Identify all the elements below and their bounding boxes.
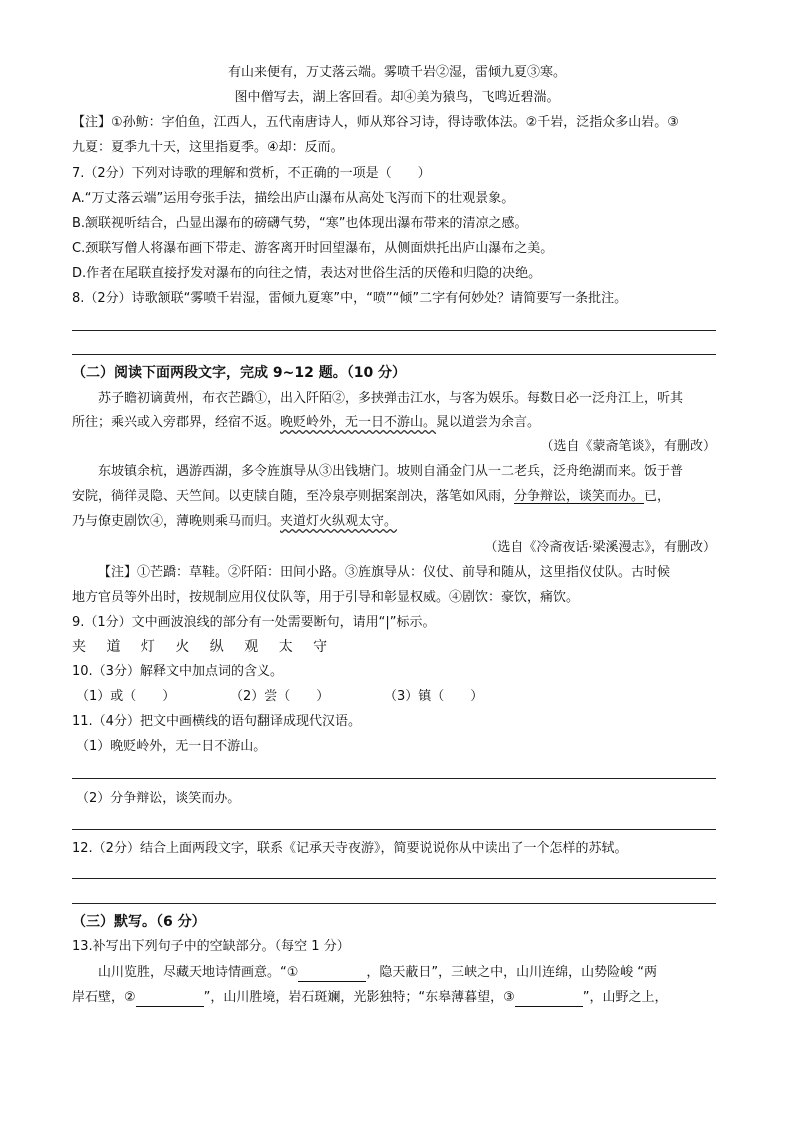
passage-note-line-2: 地方官员等外出时，按规制应用仪仗队等，用于引导和彰显权威。④剧饮：豪饮，痛饮。 [72, 590, 580, 605]
q7-option-a[interactable]: A.“万丈落云端”运用夸张手法，描绘出庐山瀑布从高处飞泻而下的壮观景象。 [72, 191, 515, 206]
q7-option-c[interactable]: C.颈联写僧人将瀑布画下带走、游客离开时回望瀑布，从侧面烘托出庐山瀑布之美。 [72, 241, 554, 256]
q13-blank-1[interactable] [298, 967, 366, 982]
q10-item-2[interactable]: （2）尝（ ） [230, 689, 330, 704]
passage2-source: （选自《冷斋夜话·梁溪漫志》，有删改） [484, 540, 716, 555]
q11-answer-line-2[interactable] [72, 829, 716, 830]
q12-answer-line-1[interactable] [72, 878, 716, 879]
q13-blank-2[interactable] [136, 992, 204, 1007]
q10-item-3[interactable]: （3）镇（ ） [384, 689, 484, 704]
passage2-underlined-sentence: 分争辩讼，谈笑而办。 [514, 489, 645, 504]
passage1-source: （选自《蒙斋笔谈》，有删改） [540, 439, 716, 454]
q13-stem: 13.补写出下列句子中的空缺部分。（每空 1 分） [72, 939, 350, 954]
q7-option-d[interactable]: D.作者在尾联直接抒发对瀑布的向往之情，表达对世俗生活的厌倦和归隐的决绝。 [72, 266, 542, 281]
q11-stem: 11.（4分）把文中画横线的语句翻译成现代汉语。 [72, 714, 361, 729]
passage1-line-2 [72, 414, 732, 432]
q13-line-2 [72, 989, 732, 1007]
q7-option-b[interactable]: B.颔联视听结合，凸显出瀑布的磅礴气势，“寒”也体现出瀑布带来的清凉之感。 [72, 216, 528, 231]
q11-item-1: （1）晚贬岭外，无一日不游山。 [76, 739, 267, 754]
q10-stem: 10.（3分）解释文中加点词的含义。 [72, 664, 283, 679]
q9-sentence[interactable]: 夹 道 灯 火 纵 观 太 守 [72, 639, 336, 655]
poem-note-line-2: 九夏：夏季九十天，这里指夏季。④却：反而。 [72, 140, 344, 155]
q13-text-1a: 山川览胜，尽藏天地诗情画意。“① [98, 965, 299, 980]
q11-answer-line-1[interactable] [72, 778, 716, 779]
q12-answer-line-2[interactable] [72, 903, 716, 904]
passage2-text: 安院，徜徉灵隐、天竺间。以吏牍自随，至冷泉亭则据案剖决，落笔如风雨， [72, 489, 515, 504]
passage2-text-3: 乃与僚吏剧饮④，薄晚则乘马而归。 [72, 514, 281, 529]
q13-text-2a: 岸石壁，② [72, 990, 136, 1005]
q13-text-2b: ”，山川胜境，岩石斑斓，光影独特；“东皋薄暮望，③ [203, 990, 515, 1005]
q9-stem: 9.（1分）文中画波浪线的部分有一处需要断句，请用“|”标示。 [72, 615, 436, 630]
section3-heading: （三）默写。（6 分） [72, 914, 206, 930]
q13-blank-3[interactable] [515, 992, 583, 1007]
passage2-wavy-sentence: 夹道灯火纵观太守。 [280, 514, 398, 529]
q12-stem: 12.（2分）结合上面两段文字，联系《记承天寺夜游》，简要说说你从中读出了一个怎样的苏轼。 [72, 841, 628, 856]
poem-line-1: 有山来便有，万丈落云端。雾喷千岩②湿，雷倾九夏③寒。 [227, 65, 566, 80]
q8-answer-line[interactable] [72, 330, 716, 331]
passage2-line-2 [72, 488, 732, 506]
q13-text-1b: ，隐天蔽日”，三峡之中，山川连绵，山势险峻 “两 [366, 965, 657, 980]
q7-stem: 7.（2分）下列对诗歌的理解和赏析，不正确的一项是（ ） [72, 166, 431, 181]
q13-line-1 [72, 964, 732, 982]
passage2-line-3 [72, 513, 732, 531]
passage-note-line-1: 【注】①芒蹻：草鞋。②阡陌：田间小路。③旌旗导从：仪仗、前导和随从，这里指仪仗队。古时候 [98, 565, 671, 580]
q10-item-1[interactable]: （1）或（ ） [76, 689, 176, 704]
poem-note-line-1: 【注】①孙鲂：字伯鱼，江西人，五代南唐诗人，师从郑谷习诗，得诗歌体法。②千岩，泛指众多山岩。③ [72, 115, 679, 130]
passage2-line-1: 东坡镇余杭，遇游西湖，多令旌旗导从③出钱塘门。坡则自涌金门从一二老兵，泛舟绝湖而来。饭于普 [98, 464, 684, 479]
passage1-text-end: 晁以道尝为余言。 [436, 415, 541, 430]
section2-heading: （二）阅读下面两段文字，完成 9~12 题。（10 分） [72, 365, 407, 381]
passage1-line-1: 苏子瞻初谪黄州，布衣芒蹻①，出入阡陌②，多挟弹击江水，与客为娱乐。每数日必一泛舟江上，听其 [98, 391, 684, 406]
q11-item-2: （2）分争辩讼，谈笑而办。 [76, 791, 241, 806]
q13-text-2c: ”，山野之上， [582, 990, 668, 1005]
passage2-text-end: 已， [644, 489, 671, 504]
passage1-text: 所往；乘兴或入旁郡界，经宿不返。 [72, 415, 281, 430]
q8-stem: 8.（2分）诗歌颔联“雾喷千岩湿，雷倾九夏寒”中，“喷”“倾”二字有何妙处？请简要写一条批注。 [72, 291, 628, 306]
section-divider [72, 354, 716, 355]
passage1-underlined-sentence: 晚贬岭外，无一日不游山。 [280, 415, 437, 430]
poem-line-2: 图中僧写去，湖上客回看。却④美为猿鸟，飞鸣近碧湍。 [234, 90, 560, 105]
